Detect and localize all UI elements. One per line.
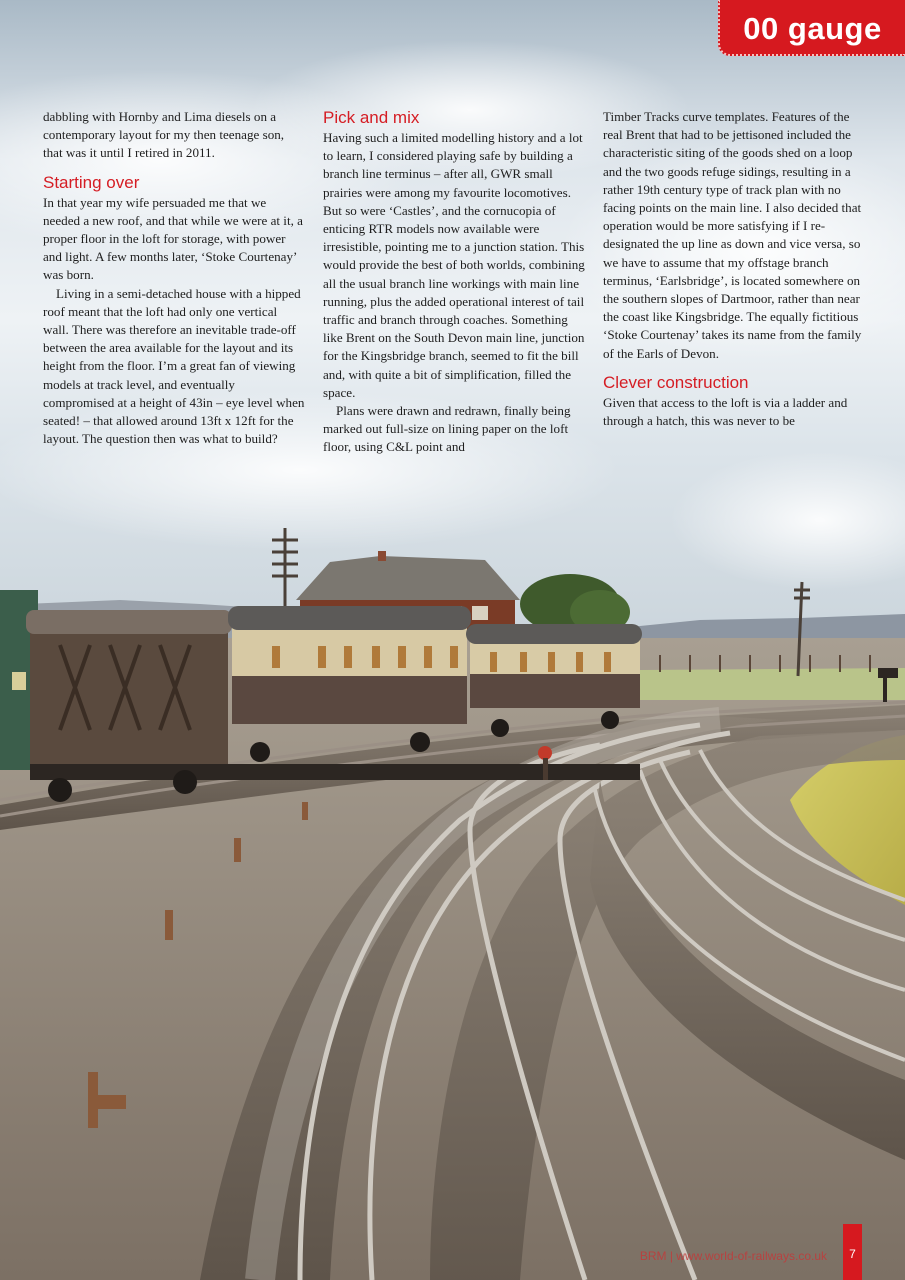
text-column-1 — [43, 108, 305, 448]
paragraph: Given that access to the loft is via a ladder and through a hatch, this was never to be — [603, 394, 848, 429]
section-tag — [718, 0, 905, 56]
paragraph: Timber Tracks curve templates. Features of the real Brent that had to be jettisoned included the characteristic siting of the goods shed on a loop and the two goods refuge sidings, resulting in a rather 19th century type of track plan with no facing points on the main line. I also decided that operation would be more satisfying if I re-designated the up line as down and vice versa, so we have to assume that my offstage branch terminus, ‘Earlsbridge’, is located somewhere on the southern slopes of Dartmoor, rather than near the coast like Kingsbridge. The equally fictitious ‘Stoke Courtenay’ takes its name from the family of the Earls of Devon. — [603, 109, 862, 361]
section-tag-label: 00 gauge — [743, 11, 882, 46]
page-number: 7 — [843, 1224, 862, 1280]
paragraph: Plans were drawn and redrawn, finally being marked out full-size on lining paper on the loft floor, using C&L point and — [323, 403, 571, 455]
section-heading: Clever construction — [603, 372, 749, 392]
section-heading: Pick and mix — [323, 108, 420, 127]
text-column-2 — [323, 108, 585, 457]
paragraph: Having such a limited modelling history and a lot to learn, I considered playing safe by building a branch line terminus – after all, GWR small prairies were among my favourite locomotives. But so were ‘Castles’, and the cornucopia of enticing RTR models now available were irresistible, pointing me to a junction station. This would provide the best of both worlds, combining all the usual branch line workings with main line running, plus the added operational interest of tail traffic and branch through coaches. Something like Brent on the South Devon main line, junction for the Kingsbridge branch, seemed to fit the bill and, with quite a bit of simplification, filled the space. — [323, 130, 585, 400]
text-column-3 — [603, 108, 865, 430]
paragraph: Living in a semi-detached house with a hipped roof meant that the loft had only one vertical wall. There was therefore an inevitable trade-off between the area available for the layout and its height from the floor. I’m a great fan of viewing models at track level, and eventually compromised at a height of 43in – eye level when seated! – that allowed around 13ft x 12ft for the layout. The question then was what to build? — [43, 285, 305, 447]
paragraph: In that year my wife persuaded me that we needed a new roof, and that while we were at it, a proper floor in the loft for storage, with power and light. A few months later, ‘Stoke Courtenay’ was born. — [43, 194, 303, 283]
section-heading: Starting over — [43, 172, 140, 192]
footer-url[interactable]: BRM | www.world-of-railways.co.uk — [639, 1249, 827, 1263]
paragraph: dabbling with Hornby and Lima diesels on a contemporary layout for my then teenage son, that was it until I retired in 2011. — [43, 109, 285, 161]
